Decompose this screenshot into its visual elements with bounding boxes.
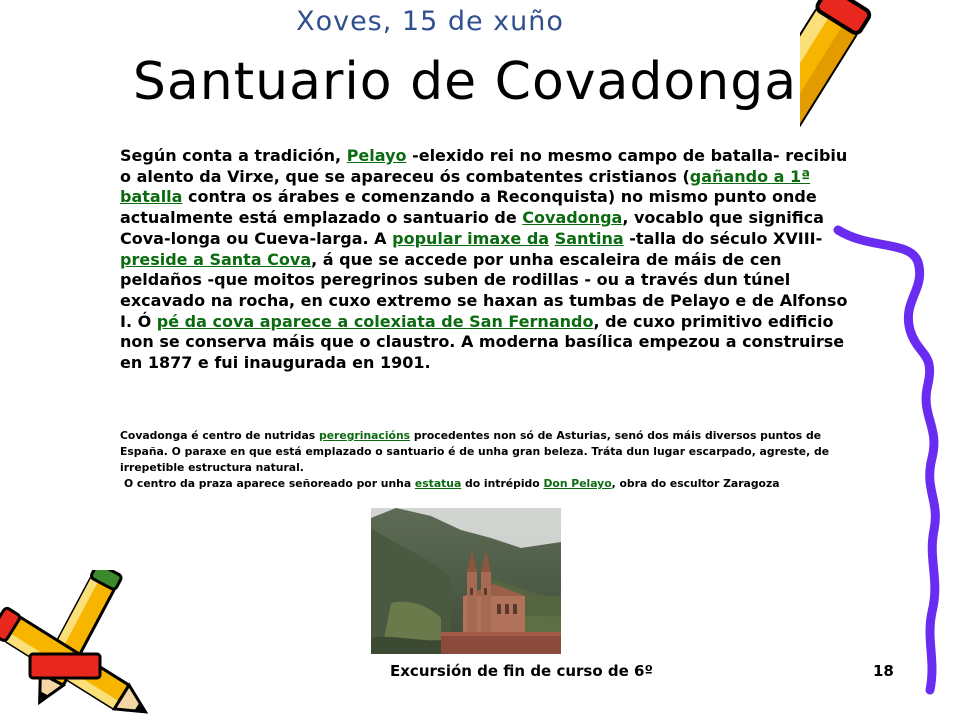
link-first-battle[interactable]: gañando a 1ª batalla bbox=[120, 166, 811, 207]
link-don-pelayo[interactable]: Don Pelayo bbox=[543, 477, 612, 490]
page-title: Santuario de Covadonga bbox=[132, 52, 798, 112]
link-santina[interactable]: Santina bbox=[554, 228, 624, 248]
para-text: -talla do século XVIII- bbox=[623, 228, 823, 248]
para-text: -elexido rei no mesmo campo de batalla- recibiu o alento da Virxe, que se apareceu ós combatentes cristianos ( bbox=[120, 146, 848, 186]
link-santa-cova[interactable]: preside a Santa Cova bbox=[120, 249, 312, 269]
basilica-photo bbox=[371, 508, 561, 654]
link-pelayo[interactable]: Pelayo bbox=[346, 146, 407, 165]
para-text: , de cuxo primitivo edificio non se conserva máis que o claustro. A moderna basílica empezou a construirse en 1877 e fui inaugurada en 1901. bbox=[120, 311, 845, 373]
link-estatua[interactable]: estatua bbox=[414, 477, 462, 490]
small-text: O centro da praza aparece señoreado por unha bbox=[124, 477, 415, 490]
small-text: Covadonga é centro de nutridas bbox=[120, 429, 319, 442]
small-text: do intrépido bbox=[461, 477, 544, 490]
para-text: , á que se accede por unha escaleira de máis de cen peldaños -que moitos peregrinos suben de rodillas - ou a través dun túnel excavado na rocha, en cuxo extremo se haxan as tumbas de Pelayo e de Alfonso I. Ó bbox=[120, 249, 848, 331]
para-text: , vocablo que significa Cova-longa ou Cueva-larga. A bbox=[120, 208, 824, 248]
link-covadonga[interactable]: Covadonga bbox=[522, 208, 623, 228]
link-colexiata[interactable]: pé da cova aparece a colexiata de San Fernando bbox=[156, 311, 594, 331]
main-paragraph bbox=[120, 146, 850, 374]
small-text: , obra do escultor Zaragoza bbox=[611, 477, 780, 490]
para-text: Según conta a tradición, bbox=[120, 146, 347, 165]
crossed-pencils-icon bbox=[0, 570, 160, 720]
para-text: contra os árabes e comenzando a Reconquista) no mismo punto onde actualmente está emplazado o santuario de bbox=[120, 187, 817, 228]
footer-caption: Excursión de fin de curso de 6º bbox=[390, 662, 653, 680]
link-popular-image[interactable]: popular imaxe da bbox=[392, 228, 550, 248]
date-heading: Xoves, 15 de xuño bbox=[296, 6, 564, 37]
small-text: procedentes non só de Asturias, senó dos máis diversos puntos de España. O paraxe en que está emplazado o santuario é de unha gran beleza. Tráta dun lugar escarpado, agreste, de irrepetible estructura natural. bbox=[120, 429, 830, 474]
page-number: 18 bbox=[873, 662, 894, 680]
link-peregrinacions[interactable]: peregrinacións bbox=[319, 429, 411, 442]
pencil-squiggle-icon bbox=[800, 0, 960, 700]
secondary-paragraph bbox=[120, 428, 830, 492]
